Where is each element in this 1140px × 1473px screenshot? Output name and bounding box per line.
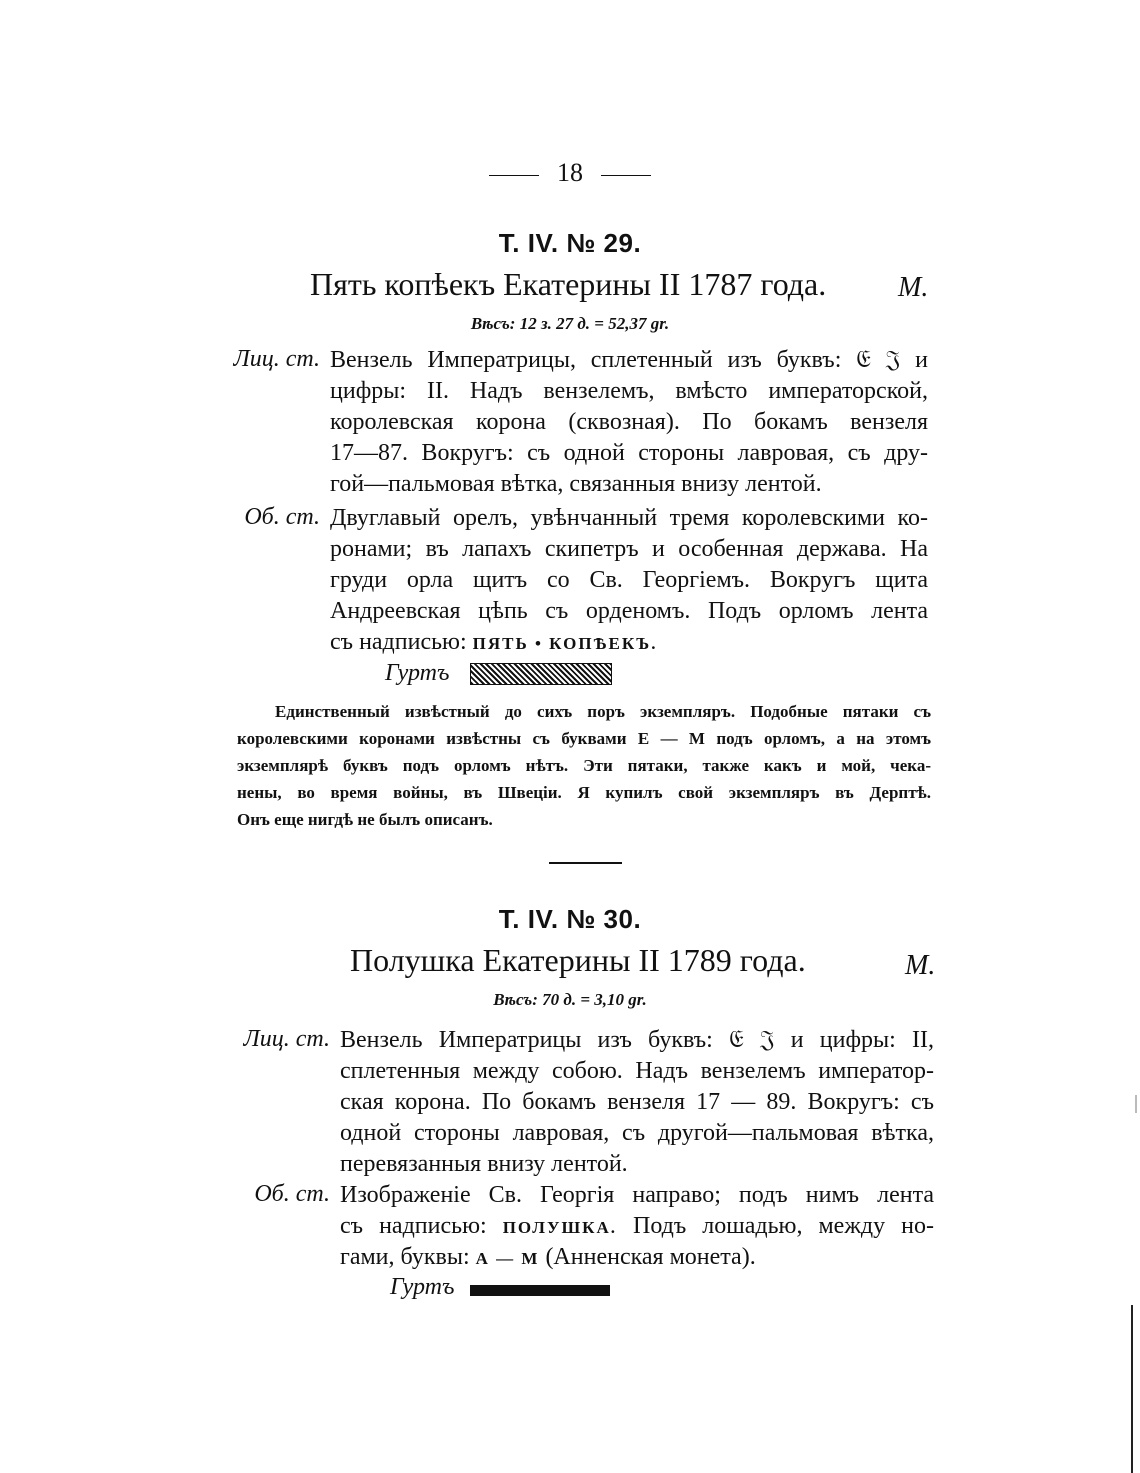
note-line: экземплярѣ буквъ подъ орломъ нѣтъ. Эти пятаки, также какъ и мой, чека- [237,756,931,775]
coin-inscription: ПОЛУШКА. [502,1218,617,1237]
text-line: сплетенныя между собою. Надъ вензелемъ император- [340,1058,934,1084]
text-line: ронами; въ лапахъ скипетръ и особенная держава. На [330,536,928,562]
coin-title-29: Пять копѣекъ Екатерины II 1787 года. [310,266,827,302]
text-line: Андреевская цѣпь съ орденомъ. Подъ орломъ лента [330,598,928,624]
obverse-label-29: Лиц. ст. [233,346,320,372]
obverse-text-30 [340,1025,934,1180]
coin-inscription: ПЯТЬ • КОПѢЕКЪ. [472,634,658,653]
dash-right [601,175,651,176]
note-line: королевскими коронами извѣстны съ буквами Е — М подъ орломъ, а на этомъ [237,729,931,748]
text-line: Вензель Императрицы изъ буквъ: 𝔈 𝔍 и цифры: II, [340,1027,934,1053]
text-line [340,1242,934,1273]
text-line [340,1211,934,1242]
metal-mark-29: M. [898,272,929,303]
obverse-text-29 [330,345,928,500]
text-line: перевязанныя внизу лентой. [340,1151,628,1177]
reverse-label-29: Об. ст. [244,504,320,530]
reverse-text-30 [340,1180,934,1273]
text-line: цифры: II. Надъ вензелемъ, вмѣсто императорской, [330,378,928,404]
edge-pattern-hatched [470,663,612,685]
text-fragment: съ надписью: [330,629,473,655]
obverse-label-30: Лиц. ст. [243,1026,330,1052]
weight-30: Вѣсъ: 70 д. = 3,10 gr. [493,990,647,1009]
text-line: 17—87. Вокругъ: съ одной стороны лавровая, съ дру- [330,440,928,466]
coin-title-30: Полушка Екатерины II 1789 года. [350,942,806,978]
page-number: 18 [557,158,583,187]
text-line: груди орла щитъ со Св. Георгіемъ. Вокругъ щита [330,567,928,593]
text-line: одной стороны лавровая, съ другой—пальмовая вѣтка, [340,1120,934,1146]
edge-label-30: Гуртъ [390,1274,455,1300]
scan-edge-line [1131,1305,1133,1473]
text-line: ская корона. По бокамъ вензеля 17 — 89. Вокругъ: съ [340,1089,934,1115]
metal-mark-30: M. [905,950,936,981]
mint-letters: А — М [475,1249,540,1268]
text-line: Изображеніе Св. Георгія направо; подъ нимъ лента [340,1182,934,1208]
page-number-line [0,158,1140,188]
edge-pattern-solid [470,1285,610,1296]
weight-29: Вѣсъ: 12 з. 27 д. = 52,37 gr. [470,314,670,333]
reverse-text-29 [330,503,928,658]
text-line: королевская корона (сквозная). По бокамъ вензеля [330,409,928,435]
text-fragment: (Анненская монета). [539,1244,756,1270]
section-divider [549,862,622,864]
reverse-label-30: Об. ст. [254,1181,330,1207]
dash-left [489,175,539,176]
note-line: Единственный извѣстный до сихъ поръ экземпляръ. Подобные пятаки съ [275,702,931,721]
text-line: гой—пальмовая вѣтка, связанныя внизу лентой. [330,471,822,497]
text-line [330,627,928,658]
text-fragment: съ надписью: [340,1213,503,1239]
text-fragment: гами, буквы: [340,1244,476,1270]
plate-heading-29: T. IV. № 29. [498,228,642,258]
text-fragment: Подъ лошадью, между но- [616,1213,934,1239]
plate-heading-30: T. IV. № 30. [498,904,642,934]
note-line: нены, во время войны, въ Швеціи. Я купилъ свой экземпляръ въ Дерптѣ. [237,783,931,802]
edge-label-29: Гуртъ [385,660,450,686]
text-line: Вензель Императрицы, сплетенный изъ буквъ: 𝔈 𝔍 и [330,347,928,373]
text-line: Двуглавый орелъ, увѣнчанный тремя королевскими ко- [330,505,928,531]
note-line: Онъ еще нигдѣ не былъ описанъ. [237,810,493,829]
scan-speck [1135,1095,1137,1113]
footnote-29 [237,698,931,833]
